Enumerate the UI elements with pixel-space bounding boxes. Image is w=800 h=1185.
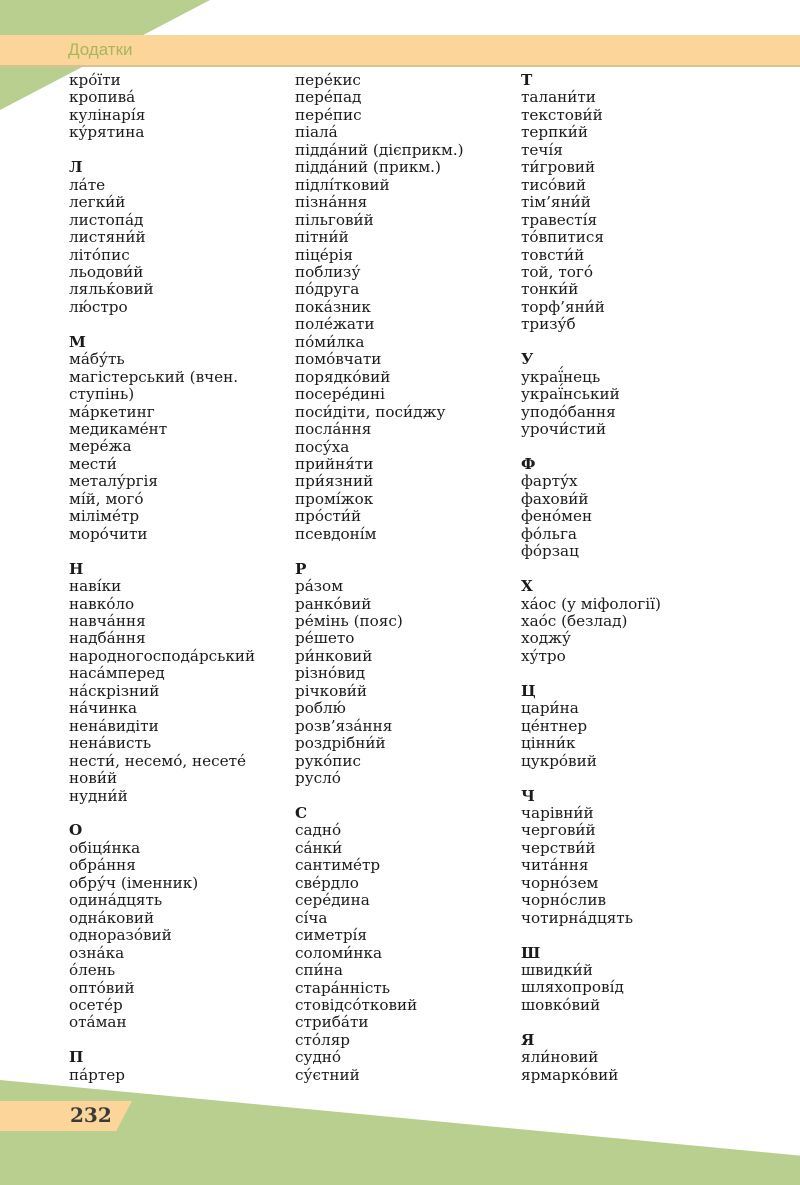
section-gap bbox=[521, 334, 761, 351]
word-entry: хао́с (безлад) bbox=[521, 612, 628, 630]
word-entry: пере́кис bbox=[295, 71, 361, 89]
word-entry: фахови́й bbox=[521, 489, 589, 508]
word-entry: русло́ bbox=[295, 769, 341, 788]
word-entry: чорно́зем bbox=[521, 873, 599, 892]
word-entry: про́сти́й bbox=[295, 507, 362, 526]
word-entry: осете́р bbox=[69, 995, 123, 1014]
word-entry: легки́й bbox=[69, 193, 126, 212]
word-entry: магістерський (вчен. bbox=[69, 367, 239, 386]
word-entry: той, того́ bbox=[521, 262, 593, 281]
word-entry: уподо́бання bbox=[521, 402, 616, 421]
section-gap bbox=[69, 805, 284, 822]
letter-heading: Л bbox=[69, 158, 83, 177]
word-entry: при́язний bbox=[295, 472, 374, 491]
word-entry: фено́мен bbox=[521, 507, 593, 526]
word-entry: навча́ння bbox=[69, 612, 146, 630]
word-entry: поблизу́ bbox=[295, 262, 361, 281]
letter-heading: Р bbox=[295, 559, 307, 578]
word-entry: ходжу́ bbox=[521, 629, 571, 648]
word-entry: ри́нковий bbox=[295, 646, 373, 665]
word-entry: одна́ковий bbox=[69, 908, 155, 927]
word-entry: кро́їти bbox=[69, 71, 121, 89]
word-entry: навко́ло bbox=[69, 594, 135, 613]
word-entry: шовко́вий bbox=[521, 995, 601, 1014]
word-entry: тім’яни́й bbox=[521, 193, 591, 212]
letter-heading: П bbox=[69, 1048, 84, 1067]
word-entry: пере́пад bbox=[295, 88, 362, 107]
word-entry: кулінарі́я bbox=[69, 105, 146, 124]
word-entry: ху́тро bbox=[521, 646, 566, 665]
section-gap bbox=[295, 543, 510, 560]
word-entry: фо́рзац bbox=[521, 542, 579, 561]
word-entry: шляхопрові́д bbox=[521, 978, 624, 997]
word-entry: течі́я bbox=[521, 140, 563, 159]
letter-heading: С bbox=[295, 804, 308, 822]
letter-heading: Ч bbox=[521, 786, 535, 805]
word-entry: травесті́я bbox=[521, 210, 598, 229]
word-entry: листопа́д bbox=[69, 210, 144, 229]
word-entry: порядко́вий bbox=[295, 367, 391, 386]
word-entry: нена́видіти bbox=[69, 716, 159, 735]
letter-heading: М bbox=[69, 332, 86, 351]
word-entry: обра́ння bbox=[69, 856, 136, 875]
word-entry: одноразо́вий bbox=[69, 926, 172, 945]
word-entry: по́друга bbox=[295, 280, 360, 299]
word-entry: кропива́ bbox=[69, 88, 136, 107]
section-gap bbox=[69, 316, 284, 333]
word-entry: мілімéтр bbox=[69, 507, 140, 526]
word-entry: помо́вчати bbox=[295, 350, 382, 369]
word-entry: симетрі́я bbox=[295, 926, 367, 945]
word-entry: надба́ння bbox=[69, 629, 146, 648]
word-entry: наві́ки bbox=[69, 577, 122, 596]
word-entry: лю́стро bbox=[69, 297, 128, 316]
word-entry: чорно́слив bbox=[521, 891, 606, 910]
word-entry: посла́ння bbox=[295, 420, 372, 439]
word-entry: талани́ти bbox=[521, 88, 596, 107]
word-entry: листяни́й bbox=[69, 228, 146, 247]
word-entry: чита́ння bbox=[521, 856, 589, 875]
word-entry: ступінь) bbox=[69, 385, 135, 404]
word-entry: стриба́ти bbox=[295, 1013, 369, 1032]
word-entry: підда́ний (прикм.) bbox=[295, 158, 441, 177]
word-entry: ла́те bbox=[69, 175, 106, 194]
letter-heading: Х bbox=[521, 577, 533, 596]
word-entry: чарівни́й bbox=[521, 803, 594, 822]
word-entry: товсти́й bbox=[521, 245, 585, 264]
word-entry: по́ми́лка bbox=[295, 332, 365, 351]
section-gap bbox=[521, 665, 761, 682]
word-entry: мести́ bbox=[69, 454, 117, 473]
word-entry: льодови́й bbox=[69, 262, 144, 281]
word-entry: швидки́й bbox=[521, 961, 593, 980]
word-entry: пільгови́й bbox=[295, 210, 374, 229]
word-entry: фарту́х bbox=[521, 472, 578, 491]
word-entry: ха́ос (у міфології) bbox=[521, 594, 661, 613]
letter-heading: Ф bbox=[521, 454, 536, 473]
word-entry: нена́висть bbox=[69, 734, 152, 753]
word-entry: са́нки́ bbox=[295, 838, 343, 857]
word-entry: річкови́й bbox=[295, 681, 368, 700]
word-entry: піце́рія bbox=[295, 245, 353, 264]
word-entry: сто́ляр bbox=[295, 1030, 351, 1049]
word-entry: нудни́й bbox=[69, 786, 128, 805]
word-entry: ярмарко́вий bbox=[521, 1065, 619, 1084]
word-entry: судно́ bbox=[295, 1048, 342, 1067]
word-entry: сере́дина bbox=[295, 891, 370, 910]
word-entry: ранко́вий bbox=[295, 594, 372, 613]
word-entry: стара́нність bbox=[295, 978, 391, 997]
letter-heading: Ц bbox=[521, 681, 536, 700]
word-entry: садно́ bbox=[295, 821, 342, 840]
word-entry: поле́жати bbox=[295, 315, 375, 334]
word-entry: піала́ bbox=[295, 123, 338, 142]
word-entry: поси́діти, поси́джу bbox=[295, 402, 446, 421]
word-entry: фо́льга bbox=[521, 524, 577, 543]
word-entry: торф’яни́й bbox=[521, 297, 605, 316]
word-entry: ляльќовий bbox=[69, 280, 154, 299]
word-entry: обіця́нка bbox=[69, 838, 141, 857]
word-entry: це́нтнер bbox=[521, 716, 588, 735]
word-entry: промі́жок bbox=[295, 489, 374, 508]
letter-heading: Н bbox=[69, 559, 84, 578]
word-entry: літо́пис bbox=[69, 245, 130, 264]
letter-heading: Ш bbox=[521, 943, 541, 962]
word-entry: псевдоні́м bbox=[295, 524, 377, 543]
page-header-title: Додатки bbox=[68, 40, 133, 59]
letter-heading: Т bbox=[521, 71, 533, 89]
word-entry: тризу́б bbox=[521, 315, 576, 334]
word-entry: пере́пис bbox=[295, 105, 362, 124]
word-entry: ре́шето bbox=[295, 629, 355, 648]
word-entry: ра́зом bbox=[295, 577, 344, 596]
word-entry: підда́ний (дієприкм.) bbox=[295, 140, 464, 159]
word-entry: озна́ка bbox=[69, 943, 125, 962]
word-entry: то́впитися bbox=[521, 228, 604, 247]
word-entry: па́ртер bbox=[69, 1065, 126, 1084]
word-entry: тисо́вий bbox=[521, 175, 586, 194]
section-gap bbox=[521, 561, 761, 578]
section-gap bbox=[69, 543, 284, 560]
word-entry: підлі́тковий bbox=[295, 175, 390, 194]
word-entry: посу́ха bbox=[295, 437, 350, 456]
word-entry: пізна́ння bbox=[295, 193, 368, 212]
letter-heading: Я bbox=[521, 1030, 535, 1049]
word-entry: мі́й, могó bbox=[69, 489, 144, 508]
word-entry: спи́на bbox=[295, 961, 343, 980]
section-gap bbox=[521, 439, 761, 456]
word-entry: сантиме́тр bbox=[295, 856, 381, 875]
word-entry: ре́мінь (пояс) bbox=[295, 612, 403, 631]
word-entry: су́єтний bbox=[295, 1065, 360, 1084]
word-entry: сі́ча bbox=[295, 908, 328, 927]
section-gap bbox=[521, 770, 761, 787]
word-entry: чергови́й bbox=[521, 821, 596, 840]
column-1 bbox=[69, 72, 284, 1084]
word-entry: тонки́й bbox=[521, 280, 579, 299]
word-entry: урочи́стий bbox=[521, 420, 607, 439]
word-entry: руко́пис bbox=[295, 751, 362, 770]
section-gap bbox=[69, 1032, 284, 1049]
letter-heading: О bbox=[69, 821, 83, 840]
word-entry: терпки́й bbox=[521, 123, 588, 142]
word-entry: стовідсо́тковий bbox=[295, 995, 418, 1014]
column-3 bbox=[521, 72, 761, 1084]
word-entry: мере́жа bbox=[69, 437, 132, 456]
word-entry: соломи́нка bbox=[295, 943, 383, 962]
word-entry: одина́дцять bbox=[69, 891, 163, 910]
word-entry: пітни́й bbox=[295, 228, 349, 247]
page-number: 232 bbox=[70, 1103, 112, 1127]
word-entry: ти́гровий bbox=[521, 158, 596, 177]
word-entry: народногоспода́рський bbox=[69, 646, 256, 665]
word-entry: ота́ман bbox=[69, 1013, 127, 1032]
word-entry: обру́ч (іменник) bbox=[69, 873, 199, 892]
section-gap bbox=[295, 788, 510, 805]
word-entry: прийня́ти bbox=[295, 454, 374, 473]
page-number-tab bbox=[0, 1101, 132, 1131]
word-entry: цари́на bbox=[521, 699, 579, 718]
word-entry: ку́рятина bbox=[69, 123, 145, 142]
word-entry: різно́вид bbox=[295, 664, 366, 683]
word-entry: цукро́вий bbox=[521, 751, 597, 770]
word-entry: пока́зник bbox=[295, 297, 371, 316]
word-entry: роздрібни́й bbox=[295, 734, 386, 753]
word-entry: яли́новий bbox=[521, 1048, 599, 1067]
word-entry: све́рдло bbox=[295, 873, 359, 892]
section-gap bbox=[521, 1014, 761, 1031]
word-entry: моро́чити bbox=[69, 524, 148, 543]
word-entry: украї́нський bbox=[521, 385, 620, 404]
word-entry: ма́бу́ть bbox=[69, 350, 125, 369]
word-entry: украї́нець bbox=[521, 367, 601, 386]
section-gap bbox=[69, 142, 284, 159]
word-entry: роблю́ bbox=[295, 699, 346, 718]
word-entry: на́чинка bbox=[69, 699, 138, 718]
word-entry: цінни́к bbox=[521, 734, 576, 753]
word-entry: металу́ргія bbox=[69, 472, 158, 491]
word-entry: нести́, несемо́, несете́ bbox=[69, 751, 247, 770]
word-entry: наса́мперед bbox=[69, 664, 165, 683]
word-entry: медикаме́нт bbox=[69, 420, 168, 439]
word-entry: посере́дині bbox=[295, 385, 385, 404]
word-entry: чотирна́дцять bbox=[521, 908, 633, 927]
word-entry: нови́й bbox=[69, 769, 118, 788]
bottom-decoration bbox=[0, 1080, 800, 1185]
column-2 bbox=[295, 72, 510, 1084]
word-entry: опто́вий bbox=[69, 978, 135, 997]
word-entry: текстови́й bbox=[521, 105, 603, 124]
word-entry: о́лень bbox=[69, 961, 116, 980]
letter-heading: У bbox=[521, 350, 534, 369]
word-entry: на́скрізний bbox=[69, 681, 160, 700]
word-entry: черстви́й bbox=[521, 838, 596, 857]
section-gap bbox=[521, 927, 761, 944]
word-entry: ма́ркетинг bbox=[69, 402, 155, 421]
word-entry: розв’яза́ння bbox=[295, 716, 393, 735]
